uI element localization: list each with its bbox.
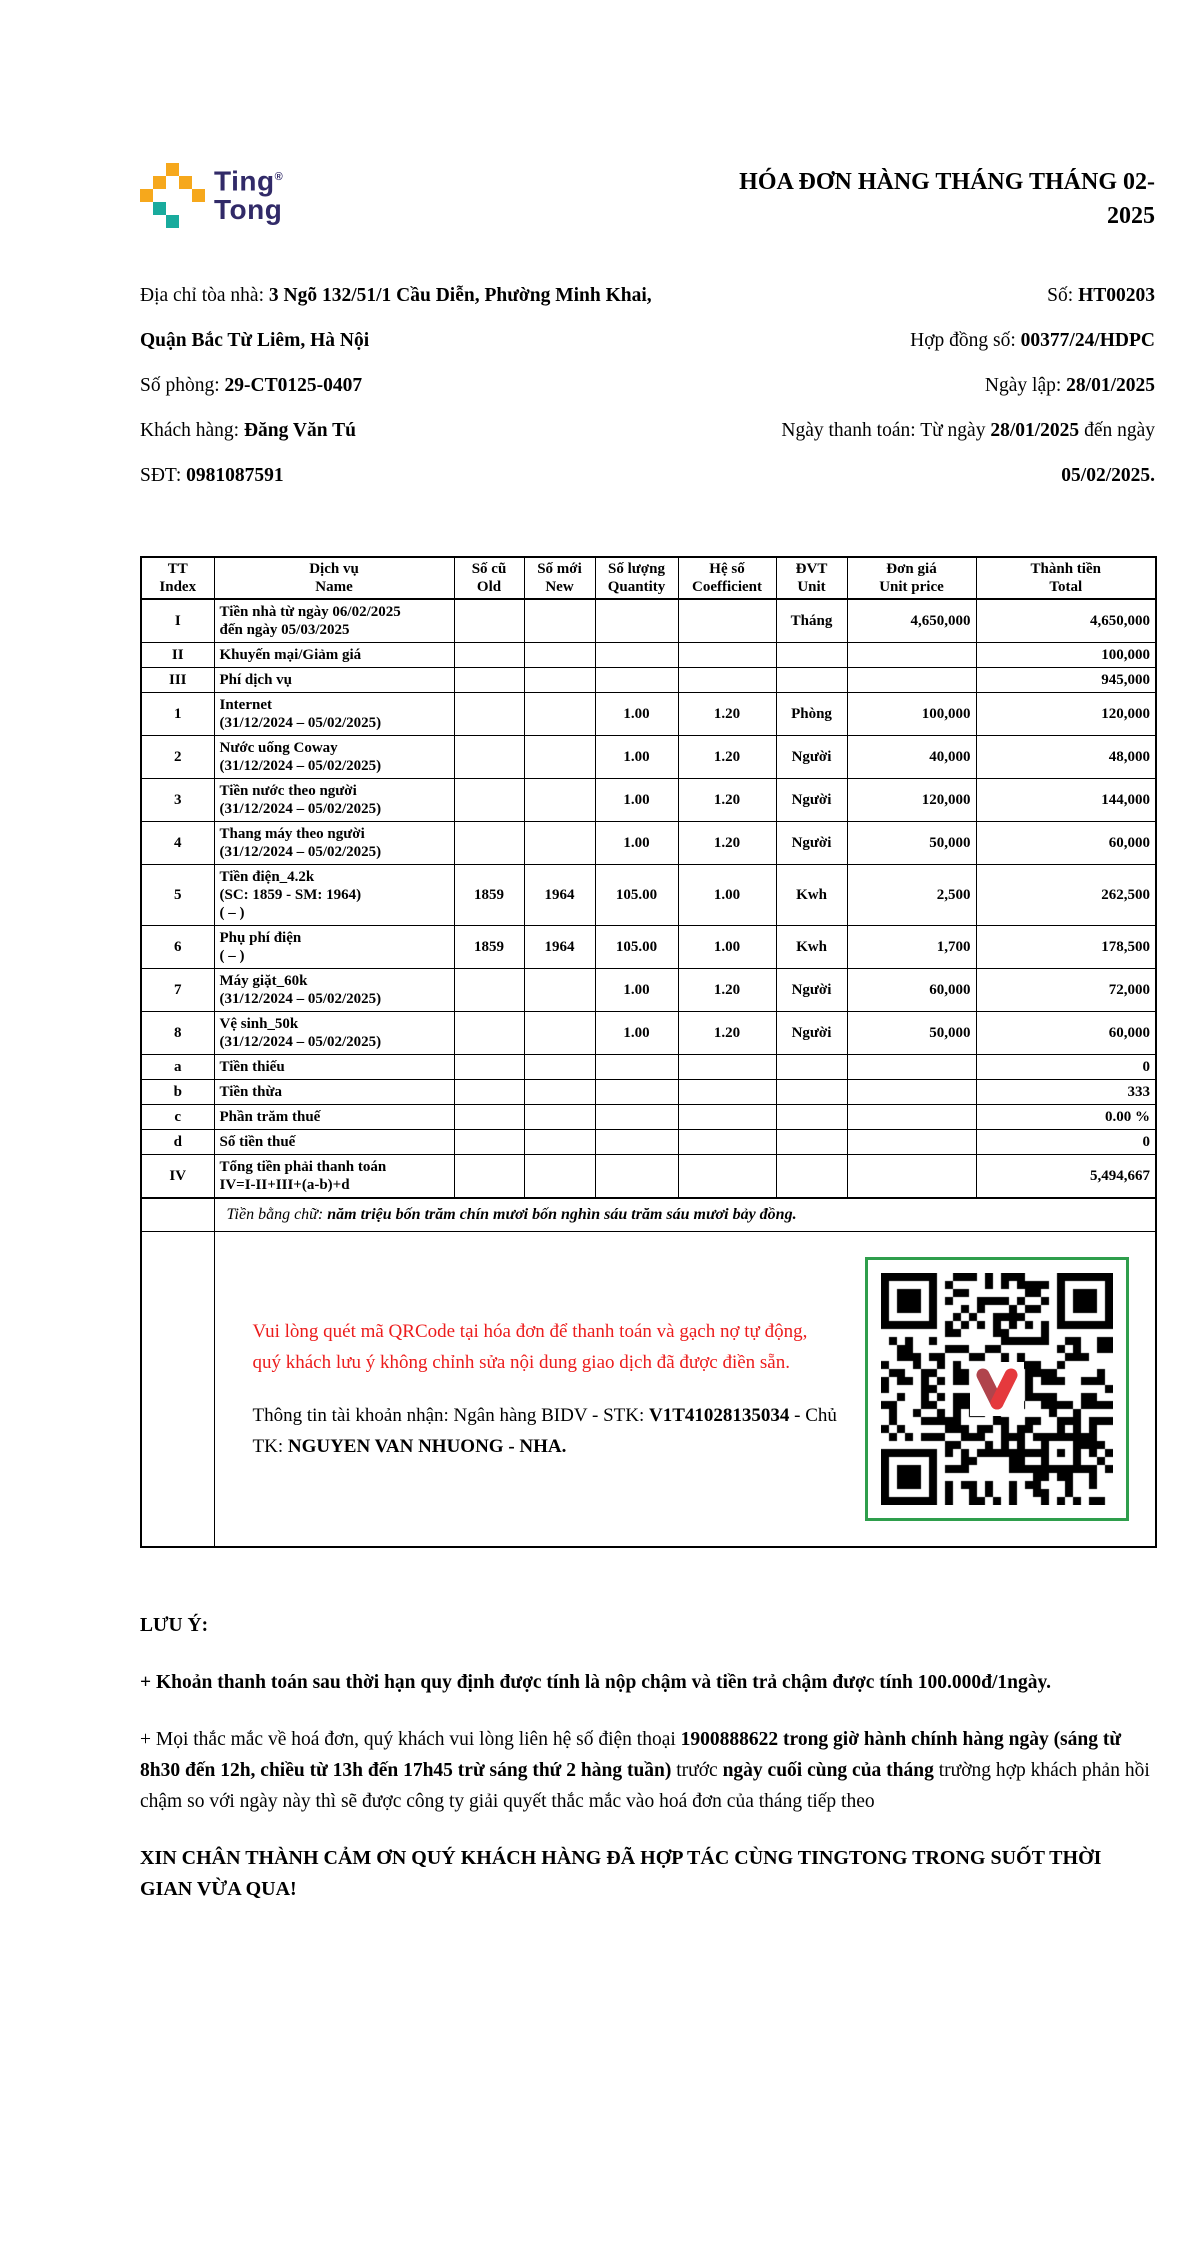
cell-old — [454, 1155, 524, 1199]
cell-tt: 2 — [141, 736, 214, 779]
cell-qty: 1.00 — [595, 822, 678, 865]
text-segment: NGUYEN VAN NHUONG - NHA. — [287, 1436, 567, 1457]
text-segment: 28/01/2025 — [990, 420, 1080, 441]
cell-name: Nước uống Coway (31/12/2024 – 05/02/2025) — [214, 736, 454, 779]
cell-name: Phí dịch vụ — [214, 668, 454, 693]
cell-tt: I — [141, 599, 214, 643]
cell-coef — [678, 1055, 776, 1080]
cell-old — [454, 643, 524, 668]
cell-tt: a — [141, 1055, 214, 1080]
logo-pixel — [166, 215, 179, 228]
cell-unit: Người — [776, 1012, 847, 1055]
cell-new: 1964 — [524, 865, 595, 926]
table-row — [141, 599, 1156, 643]
cell-coef — [678, 1105, 776, 1130]
text-segment: ngày cuối cùng của tháng — [722, 1760, 934, 1781]
cell-new — [524, 1012, 595, 1055]
cell-name: Tiền điện_4.2k (SC: 1859 - SM: 1964) ( – ) — [214, 865, 454, 926]
cell-price: 4,650,000 — [847, 599, 976, 643]
cell-coef — [678, 1130, 776, 1155]
cell-new — [524, 969, 595, 1012]
cell-coef: 1.20 — [678, 693, 776, 736]
text-segment: SĐT: — [140, 465, 187, 486]
cell-old — [454, 1130, 524, 1155]
cell-tt: 5 — [141, 865, 214, 926]
vietqr-v-icon — [970, 1362, 1024, 1416]
cell-total: 4,650,000 — [976, 599, 1156, 643]
cell-name: Máy giặt_60k (31/12/2024 – 05/02/2025) — [214, 969, 454, 1012]
cell-total: 0.00 % — [976, 1105, 1156, 1130]
cell-coef — [678, 599, 776, 643]
text-segment: Ngày lập: — [984, 375, 1067, 396]
cell-new — [524, 1155, 595, 1199]
cell-price: 50,000 — [847, 1012, 976, 1055]
cell-new — [524, 822, 595, 865]
text-segment: V1T41028135034 — [649, 1405, 790, 1426]
cell-coef — [678, 1080, 776, 1105]
cell-price: 50,000 — [847, 822, 976, 865]
text-segment: Thông tin tài khoản nhận: Ngân hàng BIDV - STK: — [252, 1405, 649, 1426]
text-segment: Đăng Văn Tú — [243, 420, 356, 441]
text-segment: - Chủ TK: — [252, 1405, 837, 1457]
cell-qty — [595, 1105, 678, 1130]
cell-old — [454, 779, 524, 822]
footer-notes — [140, 1610, 1155, 1905]
table-row — [141, 1105, 1156, 1130]
info-left-column — [140, 273, 685, 498]
cell-total: 945,000 — [976, 668, 1156, 693]
column-header: Số cũ Old — [454, 557, 524, 599]
cell-name: Internet (31/12/2024 – 05/02/2025) — [214, 693, 454, 736]
tingtong-logo — [140, 163, 283, 228]
cell-price: 40,000 — [847, 736, 976, 779]
table-row — [141, 693, 1156, 736]
cell-old — [454, 1012, 524, 1055]
logo-pixel — [166, 163, 179, 176]
text-segment: 28/01/2025 — [1066, 375, 1155, 396]
cell-old — [454, 693, 524, 736]
cell-tt: 6 — [141, 926, 214, 969]
text-segment: 0981087591 — [186, 465, 284, 486]
cell-unit — [776, 668, 847, 693]
cell-price — [847, 1105, 976, 1130]
table-row — [141, 1155, 1156, 1199]
cell-coef: 1.00 — [678, 865, 776, 926]
amount-in-words-label: Tiền bằng chữ: — [226, 1206, 328, 1223]
cell-new — [524, 1055, 595, 1080]
cell-tt: 1 — [141, 693, 214, 736]
cell-qty: 105.00 — [595, 926, 678, 969]
cell-unit — [776, 1105, 847, 1130]
cell-old — [454, 822, 524, 865]
table-row — [141, 1080, 1156, 1105]
cell-name: Phụ phí điện ( – ) — [214, 926, 454, 969]
cell-name: Phần trăm thuế — [214, 1105, 454, 1130]
hotline-note — [140, 1724, 1155, 1817]
cell-qty: 1.00 — [595, 779, 678, 822]
cell-total: 333 — [976, 1080, 1156, 1105]
column-header: ĐVT Unit — [776, 557, 847, 599]
cell-coef — [678, 668, 776, 693]
qr-info-cell — [214, 1232, 1156, 1548]
column-header: Số lượng Quantity — [595, 557, 678, 599]
text-segment: 05/02/2025. — [1061, 465, 1155, 486]
table-row — [141, 643, 1156, 668]
text-segment: đến ngày — [1079, 420, 1155, 441]
text-segment: Hợp đồng số: — [910, 330, 1021, 351]
cell-unit: Người — [776, 969, 847, 1012]
cell-tt: 3 — [141, 779, 214, 822]
cell-name: Vệ sinh_50k (31/12/2024 – 05/02/2025) — [214, 1012, 454, 1055]
table-row — [141, 668, 1156, 693]
cell-tt: c — [141, 1105, 214, 1130]
cell-new — [524, 599, 595, 643]
table-row — [141, 736, 1156, 779]
cell-new — [524, 693, 595, 736]
amount-in-words-cell — [214, 1198, 1156, 1232]
info-right-column — [715, 273, 1155, 498]
cell-coef: 1.20 — [678, 779, 776, 822]
cell-qty — [595, 1155, 678, 1199]
table-row — [141, 779, 1156, 822]
table-row — [141, 1012, 1156, 1055]
table-row — [141, 865, 1156, 926]
invoice-title: HÓA ĐƠN HÀNG THÁNG THÁNG 02-2025 — [739, 169, 1155, 229]
cell-total: 120,000 — [976, 693, 1156, 736]
empty-index-cell — [141, 1198, 214, 1232]
cell-total: 0 — [976, 1055, 1156, 1080]
cell-price: 2,500 — [847, 865, 976, 926]
invoice-content — [140, 163, 1155, 1905]
cell-total: 178,500 — [976, 926, 1156, 969]
cell-new — [524, 736, 595, 779]
text-segment: Số: — [1047, 285, 1079, 306]
cell-old: 1859 — [454, 926, 524, 969]
info-line — [140, 453, 685, 498]
cell-new — [524, 1080, 595, 1105]
thank-you-note: XIN CHÂN THÀNH CẢM ƠN QUÝ KHÁCH HÀNG ĐÃ HỢP TÁC CÙNG TINGTONG TRONG SUỐT THỜI GIAN VỪA QUA! — [140, 1847, 1102, 1900]
table-row — [141, 926, 1156, 969]
qr-instruction-note: Vui lòng quét mã QRCode tại hóa đơn để thanh toán và gạch nợ tự động, quý khách lưu ý không chỉnh sửa nội dung giao dịch đã được điền sẵn. — [252, 1321, 808, 1373]
text-segment: + Mọi thắc mắc về hoá đơn, quý khách vui lòng liên hệ số điện thoại — [140, 1729, 681, 1750]
cell-unit: Người — [776, 822, 847, 865]
cell-price: 100,000 — [847, 693, 976, 736]
column-header: Số mới New — [524, 557, 595, 599]
tingtong-logo-text: Ting® Tong — [214, 165, 284, 226]
cell-old — [454, 599, 524, 643]
cell-price — [847, 643, 976, 668]
cell-new — [524, 668, 595, 693]
empty-index-cell — [141, 1232, 214, 1548]
invoice-info — [140, 273, 1155, 498]
cell-old — [454, 736, 524, 779]
cell-old: 1859 — [454, 865, 524, 926]
column-header: Dịch vụ Name — [214, 557, 454, 599]
late-payment-note: + Khoản thanh toán sau thời hạn quy định được tính là nộp chậm và tiền trả chậm được tính 100.000đ/1ngày. — [140, 1672, 1052, 1693]
qr-code — [865, 1257, 1129, 1521]
info-line — [140, 363, 685, 408]
text-segment: 29-CT0125-0407 — [224, 375, 363, 396]
cell-qty: 1.00 — [595, 969, 678, 1012]
cell-unit: Kwh — [776, 926, 847, 969]
table-header — [141, 557, 1156, 599]
cell-total: 60,000 — [976, 822, 1156, 865]
cell-name: Thang máy theo người (31/12/2024 – 05/02/2025) — [214, 822, 454, 865]
text-segment: Ngày thanh toán: Từ ngày — [781, 420, 991, 441]
cell-unit: Tháng — [776, 599, 847, 643]
text-segment: Số phòng: — [140, 375, 225, 396]
cell-coef: 1.20 — [678, 822, 776, 865]
text-segment: 1900888622 trong giờ hành chính hàng ngày (sáng từ 8h30 đến 12h, chiều từ 13h đến 17h45 trừ sáng thứ 2 hàng tuần) — [140, 1729, 1122, 1781]
cell-coef: 1.20 — [678, 736, 776, 779]
cell-unit — [776, 643, 847, 668]
cell-unit: Người — [776, 736, 847, 779]
table-row — [141, 969, 1156, 1012]
cell-coef — [678, 643, 776, 668]
cell-total: 144,000 — [976, 779, 1156, 822]
cell-total: 0 — [976, 1130, 1156, 1155]
bank-account-info — [253, 1400, 838, 1462]
cell-coef — [678, 1155, 776, 1199]
notes-heading: LƯU Ý: — [140, 1615, 209, 1636]
cell-qty — [595, 1130, 678, 1155]
cell-tt: IV — [141, 1155, 214, 1199]
logo-pixel — [140, 189, 153, 202]
table-body — [141, 599, 1156, 1198]
cell-unit — [776, 1155, 847, 1199]
cell-unit — [776, 1080, 847, 1105]
info-line — [715, 408, 1155, 498]
cell-old — [454, 1080, 524, 1105]
cell-new — [524, 779, 595, 822]
column-header: Thành tiền Total — [976, 557, 1156, 599]
cell-old — [454, 969, 524, 1012]
cell-total: 60,000 — [976, 1012, 1156, 1055]
info-line — [140, 273, 685, 363]
cell-name: Tổng tiền phải thanh toán IV=I-II+III+(a-b)+d — [214, 1155, 454, 1199]
cell-tt: 7 — [141, 969, 214, 1012]
cell-total: 262,500 — [976, 865, 1156, 926]
text-segment: Địa chỉ tòa nhà: — [140, 285, 269, 306]
cell-total: 5,494,667 — [976, 1155, 1156, 1199]
cell-new — [524, 1105, 595, 1130]
cell-name: Tiền nước theo người (31/12/2024 – 05/02/2025) — [214, 779, 454, 822]
logo-pixel — [179, 176, 192, 189]
cell-price: 1,700 — [847, 926, 976, 969]
cell-coef: 1.20 — [678, 969, 776, 1012]
cell-tt: d — [141, 1130, 214, 1155]
cell-name: Số tiền thuế — [214, 1130, 454, 1155]
cell-tt: b — [141, 1080, 214, 1105]
cell-qty: 1.00 — [595, 693, 678, 736]
registered-mark: ® — [274, 171, 284, 183]
info-line — [140, 408, 685, 453]
table-row — [141, 1055, 1156, 1080]
cell-coef: 1.00 — [678, 926, 776, 969]
cell-qty — [595, 1055, 678, 1080]
cell-price — [847, 1080, 976, 1105]
cell-total: 48,000 — [976, 736, 1156, 779]
cell-price — [847, 668, 976, 693]
cell-old — [454, 1055, 524, 1080]
cell-name: Tiền nhà từ ngày 06/02/2025 đến ngày 05/03/2025 — [214, 599, 454, 643]
amount-in-words-value: năm triệu bốn trăm chín mươi bốn nghìn sáu trăm sáu mươi bảy đồng. — [327, 1206, 797, 1223]
cell-qty: 1.00 — [595, 736, 678, 779]
cell-name: Khuyến mại/Giảm giá — [214, 643, 454, 668]
cell-qty — [595, 668, 678, 693]
text-segment: trước — [671, 1760, 723, 1781]
cell-unit: Phòng — [776, 693, 847, 736]
table-footer-rows — [141, 1198, 1156, 1547]
cell-qty — [595, 1080, 678, 1105]
info-line — [715, 363, 1155, 408]
text-segment: 00377/24/HDPC — [1020, 330, 1155, 351]
info-line — [715, 318, 1155, 363]
logo-pixel — [153, 202, 166, 215]
cell-price: 120,000 — [847, 779, 976, 822]
cell-price — [847, 1055, 976, 1080]
payment-instructions — [253, 1316, 838, 1462]
cell-tt: II — [141, 643, 214, 668]
cell-unit — [776, 1055, 847, 1080]
text-segment: Khách hàng: — [140, 420, 244, 441]
amount-in-words-row — [141, 1198, 1156, 1232]
logo-pixel — [192, 189, 205, 202]
cell-qty — [595, 643, 678, 668]
qr-row — [141, 1232, 1156, 1548]
cell-old — [454, 668, 524, 693]
cell-total: 72,000 — [976, 969, 1156, 1012]
cell-coef: 1.20 — [678, 1012, 776, 1055]
cell-qty: 1.00 — [595, 1012, 678, 1055]
cell-new — [524, 1130, 595, 1155]
tingtong-logo-icon — [140, 163, 205, 228]
cell-new: 1964 — [524, 926, 595, 969]
cell-unit: Kwh — [776, 865, 847, 926]
cell-unit — [776, 1130, 847, 1155]
cell-name: Tiền thiếu — [214, 1055, 454, 1080]
text-segment: 3 Ngõ 132/51/1 Cầu Diễn, Phường Minh Khai, Quận Bắc Từ Liêm, Hà Nội — [140, 285, 652, 351]
cell-qty: 105.00 — [595, 865, 678, 926]
cell-unit: Người — [776, 779, 847, 822]
text-segment: HT00203 — [1078, 285, 1155, 306]
cell-tt: 8 — [141, 1012, 214, 1055]
cell-new — [524, 643, 595, 668]
cell-old — [454, 1105, 524, 1130]
info-line — [715, 273, 1155, 318]
cell-tt: 4 — [141, 822, 214, 865]
invoice-table — [140, 556, 1157, 1548]
column-header: Hệ số Coefficient — [678, 557, 776, 599]
cell-price — [847, 1155, 976, 1199]
cell-price — [847, 1130, 976, 1155]
cell-qty — [595, 599, 678, 643]
cell-total: 100,000 — [976, 643, 1156, 668]
table-header-row — [141, 557, 1156, 599]
column-header: TT Index — [141, 557, 214, 599]
logo-pixel — [153, 176, 166, 189]
cell-name: Tiền thừa — [214, 1080, 454, 1105]
cell-price: 60,000 — [847, 969, 976, 1012]
table-row — [141, 1130, 1156, 1155]
cell-tt: III — [141, 668, 214, 693]
column-header: Đơn giá Unit price — [847, 557, 976, 599]
text-segment: trường hợp khách phản hồi chậm so với ngày này thì sẽ được công ty giải quyết thắc mắc vào hoá đơn của tháng tiếp theo — [140, 1760, 1150, 1812]
table-row — [141, 822, 1156, 865]
invoice-header — [140, 163, 1155, 233]
